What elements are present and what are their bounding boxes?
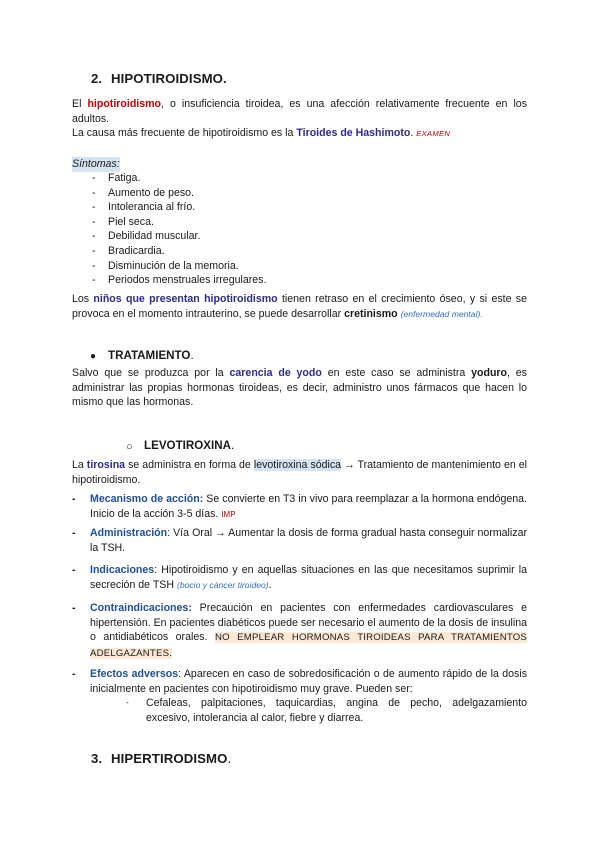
section-heading-hipotiroidismo <box>91 72 227 87</box>
section-title: HIPOTIROIDISMO. <box>111 71 227 86</box>
ninos-text: Los <box>72 293 94 305</box>
contraindicaciones-warning: NO EMPLEAR HORMONAS TIROIDEAS PARA TRATAMIENTOS ADELGAZANTES. <box>90 632 527 659</box>
section-number: 2. <box>91 71 103 86</box>
administracion-item <box>72 526 527 555</box>
indicaciones-label: Indicaciones <box>90 564 155 576</box>
heading-dot: . <box>190 349 194 362</box>
indicaciones-item <box>72 563 527 592</box>
indicaciones-text: : Hipotiroidismo y en aquellas situaciones en las que necesitamos suprimir la secreción de TSH <box>90 564 527 591</box>
section-number: 3. <box>91 751 103 766</box>
term-hipotiroidismo: hipotiroidismo <box>87 98 162 110</box>
tratamiento-text: Salvo que se produzca por la <box>72 367 230 379</box>
list-item <box>72 186 266 201</box>
list-item <box>72 171 266 186</box>
intro-text: El <box>72 98 88 110</box>
term-carencia-yodo: carencia de yodo <box>229 367 322 379</box>
ninos-paragraph <box>72 292 527 321</box>
contraindicaciones-item <box>72 601 527 661</box>
tratamiento-paragraph <box>72 366 527 410</box>
circle-bullet-icon: ○ <box>126 441 133 453</box>
list-item <box>72 273 266 288</box>
symptom-text: Bradicardia. <box>108 244 165 257</box>
tratamiento-text-end: , es administrar las propias hormonas tiroideas, es decir, administro unos fármacos que hacen lo mismo que las hormonas. <box>72 367 527 409</box>
section-title: HIPERTIRODISMO <box>111 751 228 766</box>
dash-marker: - <box>92 215 96 228</box>
tratamiento-heading <box>108 349 194 364</box>
list-item <box>72 259 266 274</box>
sintomas-label: Síntomas: <box>72 158 120 170</box>
sintomas-list <box>72 171 266 288</box>
heading-dot: . <box>230 439 235 452</box>
tratamiento-title: TRATAMIENTO <box>108 349 191 362</box>
symptom-text: Intolerancia al frío. <box>108 201 196 214</box>
symptom-text: Aumento de peso. <box>108 186 194 199</box>
section-heading-hipertirodismo <box>91 752 231 767</box>
contraindicaciones-text: Precaución en pacientes con enfermedades cardiovasculares e hipertensión. En pacientes diabéticos puede ser necesario el aumento de la dosis de insulina o antidiabéticos orales. <box>90 602 527 644</box>
dash-marker: - <box>92 244 96 257</box>
list-item <box>72 244 266 259</box>
list-item <box>72 229 266 244</box>
mecanismo-item <box>72 492 527 522</box>
dash-marker: - <box>92 201 96 214</box>
dash-marker: - <box>92 230 96 243</box>
symptom-text: Periodos menstruales irregulares. <box>108 274 267 287</box>
symptom-text: Piel seca. <box>108 215 154 228</box>
term-tirosina: tirosina <box>86 459 126 471</box>
heading-dot: . <box>227 751 232 766</box>
cause-dot: . <box>410 127 414 139</box>
dash-marker: - <box>72 527 76 539</box>
efectos-text: : Aparecen en caso de sobredosificación o de aumento rápido de la dosis inicialmente en pacientes con hipotiroidismo muy grave. Pueden ser: <box>90 668 527 695</box>
dash-marker: - <box>72 493 76 505</box>
dash-marker: - <box>92 172 96 184</box>
levotiroxina-title: LEVOTIROXINA <box>144 439 231 452</box>
levotiroxina-heading <box>144 439 234 454</box>
levo-text-cont: se administra en forma de <box>125 459 254 471</box>
symptom-text: Fatiga. <box>108 172 141 184</box>
cause-paragraph <box>72 126 527 142</box>
mecanismo-label: Mecanismo de acción: <box>90 493 204 505</box>
term-hashimoto: Tiroides de Hashimoto <box>296 127 411 139</box>
list-item <box>72 200 266 215</box>
dash-marker: - <box>72 668 76 680</box>
symptom-text: Disminución de la memoria. <box>108 259 239 272</box>
exam-tag: EXAMEN <box>416 129 451 138</box>
ninos-text-cont: tienen retraso en el crecimiento óseo, y si este se provoca en el momento intrauterino, se puede desarrollar <box>72 293 527 320</box>
efectos-subitem <box>126 696 527 725</box>
term-cretinismo: cretinismo <box>344 307 398 320</box>
bullet-icon: ● <box>90 351 97 362</box>
term-levotiroxina-sodica: levotiroxina sódica <box>253 459 342 471</box>
levo-text-end: → Tratamiento de mantenimiento en el hipotiroidismo. <box>72 459 527 486</box>
cause-text: La causa más frecuente de hipotiroidismo es la <box>72 127 297 139</box>
dash-marker: - <box>92 186 96 199</box>
list-item <box>72 215 266 230</box>
intro-paragraph <box>72 97 527 126</box>
indicaciones-note: (bocio y cáncer tiroideo) <box>176 579 269 590</box>
levotiroxina-paragraph <box>72 458 527 487</box>
tratamiento-text-cont: en este caso se administra <box>321 367 472 379</box>
term-yoduro: yoduro <box>471 367 508 379</box>
dash-marker: - <box>92 259 96 272</box>
indicaciones-end: . <box>268 578 272 591</box>
ninos-note: (enfermedad mental). <box>400 308 483 319</box>
symptom-text: Debilidad muscular. <box>108 230 201 243</box>
levo-text: La <box>72 459 87 471</box>
dash-marker: - <box>126 698 129 707</box>
dash-marker: - <box>92 274 96 287</box>
contraindicaciones-label: Contraindicaciones: <box>90 602 192 614</box>
efectos-label: Efectos adversos <box>90 668 179 680</box>
efectos-item <box>72 667 527 696</box>
mecanismo-text: Se convierte en T3 in vivo para reemplazar a la hormona endógena. Inicio de la acción 3-5 días. <box>90 493 527 520</box>
administracion-label: Administración <box>90 527 168 539</box>
term-ninos: niños que presentan hipotiroidismo <box>93 293 278 305</box>
efectos-sub-text: Cefaleas, palpitaciones, taquicardias, angina de pecho, adelgazamiento excesivo, intolerancia al calor, fiebre y diarrea. <box>146 697 527 724</box>
administracion-text: : Vía Oral → Aumentar la dosis de forma gradual hasta conseguir normalizar la TSH. <box>90 527 527 554</box>
imp-tag: IMP <box>221 509 236 519</box>
intro-text-cont: , o insuficiencia tiroidea, es una afección relativamente frecuente en los adultos. <box>72 98 527 125</box>
dash-marker: - <box>72 602 76 614</box>
dash-marker: - <box>72 564 76 576</box>
